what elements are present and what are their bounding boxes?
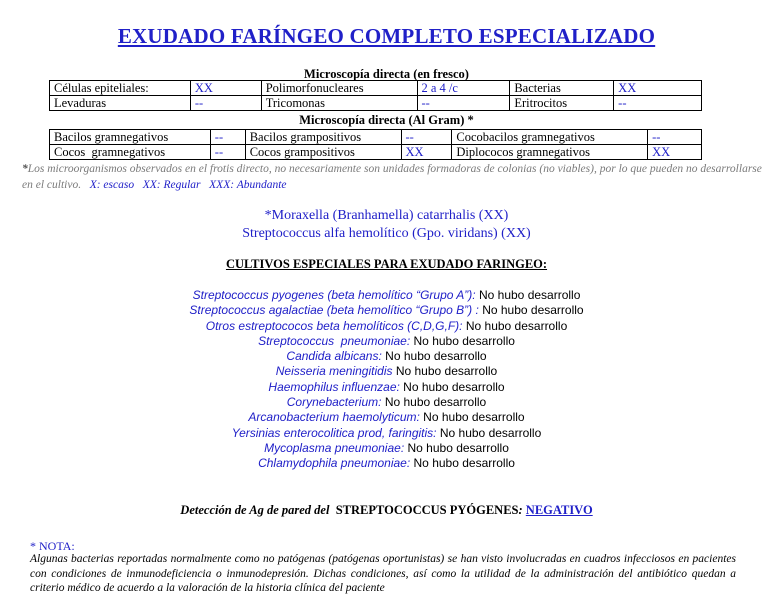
culture-result: No hubo desarrollo	[413, 333, 515, 348]
fresh-label-bacteria: Bacterias	[510, 81, 614, 96]
footnote-asterisk: *	[22, 163, 28, 175]
fresh-value-trichomonas: --	[417, 96, 510, 111]
culture-result: No hubo desarrollo	[482, 303, 584, 318]
culture-result: No hubo desarrollo	[395, 364, 498, 379]
list-item	[0, 426, 773, 441]
culture-result: No hubo desarrollo	[413, 456, 515, 471]
gram-microscopy-table	[49, 129, 702, 160]
list-item	[0, 288, 773, 303]
gram-microscopy-heading: Microscopía directa (Al Gram) *	[299, 113, 474, 127]
fresh-label-trichomonas: Tricomonas	[261, 96, 417, 111]
footnote-text: Los microorganismos observados en el frotis directo, no necesariamente son unidades formadoras de colonias (no viables), por lo que pueden no desarrollarse en el cultivo.	[22, 163, 762, 191]
culture-result: No hubo desarrollo	[465, 318, 568, 333]
antigen-result: NEGATIVO	[525, 503, 593, 517]
list-item	[0, 349, 773, 364]
list-item	[0, 334, 773, 349]
culture-organism: Yersinias enterocolitica prod, faringitis:	[231, 425, 437, 440]
list-item	[0, 319, 773, 334]
fresh-value-erythrocytes: --	[614, 96, 702, 111]
list-item	[0, 303, 773, 318]
gram-value-gn-diplococci: XX	[648, 145, 702, 160]
culture-organism: Streptococcus pyogenes (beta hemolítico “Grupo A”):	[192, 288, 476, 302]
fresh-value-pmn: 2 a 4 /c	[417, 81, 510, 96]
gram-value-gn-cocci: --	[210, 145, 245, 160]
gram-label-gp-bacilli: Bacilos grampositivos	[245, 130, 401, 145]
culture-organism: Streptococcus agalactiae (beta hemolítico “Grupo B”) :	[189, 303, 479, 318]
culture-result: No hubo desarrollo	[423, 410, 525, 425]
antigen-organism: STREPTOCOCCUS PYÓGENES	[335, 503, 519, 517]
culture-result: No hubo desarrollo	[384, 395, 487, 410]
gram-value-gn-coccobacilli: --	[648, 130, 702, 145]
special-cultures-heading: CULTIVOS ESPECIALES PARA EXUDADO FARINGEO:	[225, 257, 548, 271]
culture-organism: Arcanobacterium haemolyticum:	[248, 410, 420, 425]
fresh-label-pmn: Polimorfonucleares	[261, 81, 417, 96]
antigen-detection	[0, 503, 773, 518]
special-cultures-list	[0, 288, 773, 472]
fresh-microscopy-heading: Microscopía directa (en fresco)	[304, 67, 469, 81]
culture-organism: Corynebacterium:	[286, 395, 382, 410]
antigen-label: Detección de Ag de pared del	[180, 503, 330, 517]
list-item	[0, 395, 773, 410]
culture-organism: Chlamydophila pneumoniae:	[258, 456, 411, 471]
antigen-separator: :	[518, 503, 523, 517]
gram-label-gn-bacilli: Bacilos gramnegativos	[50, 130, 211, 145]
list-item	[0, 410, 773, 425]
note-label: * NOTA:	[30, 539, 75, 553]
culture-result: No hubo desarrollo	[407, 440, 509, 455]
isolated-organisms	[0, 207, 773, 243]
table-row	[50, 81, 702, 96]
gram-value-gn-bacilli: --	[210, 130, 245, 145]
list-item	[0, 456, 773, 471]
list-item	[0, 364, 773, 379]
fresh-label-yeast: Levaduras	[50, 96, 191, 111]
report-title: EXUDADO FARÍNGEO COMPLETO ESPECIALIZADO	[117, 24, 656, 48]
gram-label-gp-cocci: Cocos grampositivos	[245, 145, 401, 160]
organism-line: *Moraxella (Branhamella) catarrhalis (XX)	[264, 208, 509, 223]
gram-label-gn-diplococci: Diplococos gramnegativos	[452, 145, 648, 160]
culture-result: No hubo desarrollo	[403, 379, 505, 394]
table-row	[50, 130, 702, 145]
gram-value-gp-bacilli: --	[401, 130, 452, 145]
gram-label-gn-coccobacilli: Cocobacilos gramnegativos	[452, 130, 648, 145]
culture-organism: Candida albicans:	[286, 349, 382, 364]
fresh-label-epithelial: Células epiteliales:	[50, 81, 191, 96]
fresh-microscopy-table	[49, 80, 702, 111]
culture-result: No hubo desarrollo	[439, 425, 542, 440]
culture-organism: Otros estreptococos beta hemolíticos (C,D,G,F):	[205, 318, 463, 333]
fresh-value-bacteria: XX	[614, 81, 702, 96]
footnote-legend: X: escaso XX: Regular XXX: Abundante	[89, 179, 287, 191]
culture-organism: Haemophilus influenzae:	[268, 379, 400, 394]
culture-organism: Mycoplasma pneumoniae:	[264, 440, 405, 455]
table-row	[50, 96, 702, 111]
fresh-value-epithelial: XX	[190, 81, 261, 96]
fresh-value-yeast: --	[190, 96, 261, 111]
gram-footnote	[22, 161, 767, 193]
fresh-label-erythrocytes: Eritrocitos	[510, 96, 614, 111]
culture-organism: Streptococcus pneumoniae:	[258, 333, 411, 348]
table-row	[50, 145, 702, 160]
gram-value-gp-cocci: XX	[401, 145, 452, 160]
organism-line: Streptococcus alfa hemolítico (Gpo. viridans) (XX)	[242, 226, 531, 241]
list-item	[0, 441, 773, 456]
list-item	[0, 380, 773, 395]
note-text: Algunas bacterias reportadas normalmente como no patógenas (patógenas oportunistas) se han visto involucradas en cuadros infecciosos en pacientes con condiciones de inmunodeficiencia o inmunodepresión. Dichas condiciones, así como la utilidad de la administración del antibiótico quedan a criterio médico de acuerdo a la valoración de la historia clínica del paciente	[30, 553, 736, 594]
culture-result: No hubo desarrollo	[385, 349, 487, 364]
culture-result: No hubo desarrollo	[478, 288, 581, 302]
culture-organism: Neisseria meningitidis	[275, 364, 393, 379]
gram-label-gn-cocci: Cocos gramnegativos	[50, 145, 211, 160]
